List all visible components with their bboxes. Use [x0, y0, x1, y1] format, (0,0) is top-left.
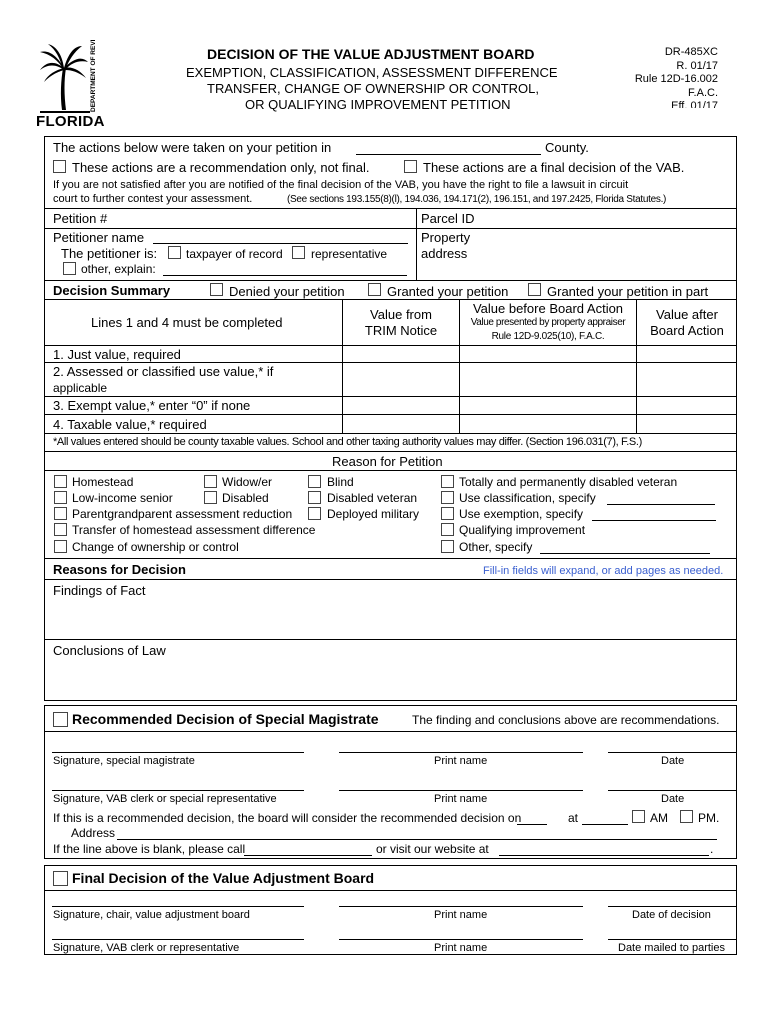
pm-checkbox[interactable] [680, 810, 693, 823]
chair-signature-line[interactable] [52, 906, 304, 907]
divider [44, 345, 737, 346]
reasons-for-decision-label: Reasons for Decision [53, 562, 186, 577]
petitioner-name-input[interactable] [153, 243, 408, 244]
am-label: AM [650, 811, 668, 825]
denied-checkbox[interactable] [210, 283, 223, 296]
granted-checkbox[interactable] [368, 283, 381, 296]
totally-disabled-veteran-checkbox[interactable] [441, 475, 454, 488]
use-classification-label: Use classification, specify [459, 491, 596, 505]
special-magistrate-print-caption: Print name [434, 755, 488, 767]
col-trim-line1: Value from [370, 307, 432, 322]
divider [44, 362, 737, 363]
col-trim-line2: TRIM Notice [364, 323, 438, 338]
petition-number-label: Petition # [53, 211, 108, 226]
totally-disabled-veteran-label: Totally and permanently disabled veteran [459, 475, 678, 489]
vab-clerk-date-caption: Date [661, 793, 685, 805]
hearing-date-input[interactable] [517, 824, 547, 825]
row-exempt-value: 3. Exempt value,* enter “0” if none [53, 398, 251, 413]
col-before-note2: Rule 12D-9.025(10), F.A.C. [491, 331, 605, 342]
divider [44, 890, 737, 891]
conclusions-of-law-label: Conclusions of Law [53, 643, 166, 658]
final-clerk-print-line[interactable] [339, 939, 583, 940]
county-input[interactable] [356, 154, 541, 155]
decision-date-line[interactable] [608, 906, 737, 907]
divider [44, 558, 737, 559]
decision-summary-label: Decision Summary [53, 283, 171, 298]
final-clerk-sig-caption: Signature, VAB clerk or representative [53, 942, 240, 954]
am-checkbox[interactable] [632, 810, 645, 823]
special-magistrate-signature-line[interactable] [52, 752, 304, 753]
logo-state-name: FLORIDA [36, 113, 105, 130]
special-magistrate-note: The finding and conclusions above are recommendations. [412, 713, 720, 727]
disabled-label: Disabled [222, 491, 269, 505]
granted-part-checkbox[interactable] [528, 283, 541, 296]
mailed-date-line[interactable] [608, 939, 737, 940]
blind-checkbox[interactable] [308, 475, 321, 488]
vab-clerk-print-line[interactable] [339, 790, 583, 791]
col-before-note1: Value presented by property appraiser [470, 317, 626, 328]
granted-part-label: Granted your petition in part [547, 284, 709, 299]
phone-input[interactable] [244, 855, 372, 856]
address-label: address [421, 246, 468, 261]
qualifying-improvement-checkbox[interactable] [441, 523, 454, 536]
transfer-homestead-checkbox[interactable] [54, 523, 67, 536]
recommended-decision-text: If this is a recommended decision, the board will consider the recommended decision on [53, 811, 522, 825]
other-checkbox[interactable] [63, 262, 76, 275]
transfer-homestead-label: Transfer of homestead assessment difference [72, 523, 316, 537]
pm-label: PM. [698, 811, 720, 825]
row-assessed-value: 2. Assessed or classified use value,* if [53, 364, 274, 379]
disabled-veteran-checkbox[interactable] [308, 491, 321, 504]
divider [44, 470, 737, 471]
divider [44, 414, 737, 415]
lawsuit-notice-1: If you are not satisfied after you are notified of the final decision of the VAB, you have the right to file a lawsuit in circuit [53, 179, 629, 191]
change-ownership-checkbox[interactable] [54, 540, 67, 553]
col-trim-header [343, 307, 459, 339]
representative-checkbox[interactable] [292, 246, 305, 259]
svg-text:DEPARTMENT OF REVENUE [90, 40, 97, 112]
col-after-line1: Value after [656, 307, 718, 322]
form-revision: R. 01/17 [676, 59, 718, 72]
homestead-checkbox[interactable] [54, 475, 67, 488]
form-subtitle-3: OR QUALIFYING IMPROVEMENT PETITION [245, 97, 511, 112]
final-decision-box-checkbox[interactable] [53, 871, 68, 886]
petitioner-is-label: The petitioner is: [61, 246, 158, 261]
special-magistrate-title: Recommended Decision of Special Magistrate [72, 711, 379, 727]
final-decision-title: Final Decision of the Value Adjustment Board [72, 870, 375, 886]
form-subtitle-1: EXEMPTION, CLASSIFICATION, ASSESSMENT DIFFERENCE [186, 65, 558, 80]
use-exemption-label: Use exemption, specify [459, 507, 584, 521]
final-decision-label: These actions are a final decision of the VAB. [423, 160, 685, 175]
divider [44, 639, 737, 640]
other-explain-input[interactable] [163, 275, 407, 276]
homestead-label: Homestead [72, 475, 134, 489]
vab-clerk-sig-caption: Signature, VAB clerk or special representative [53, 793, 277, 805]
taxpayer-label: taxpayer of record [186, 247, 283, 261]
use-exemption-checkbox[interactable] [441, 507, 454, 520]
form-effective: Eff. 01/17 [671, 100, 718, 108]
other-specify-label: Other, specify [459, 540, 533, 554]
blind-label: Blind [327, 475, 354, 489]
website-input[interactable] [499, 855, 709, 856]
granted-label: Granted your petition [387, 284, 509, 299]
col-before-header [460, 301, 636, 343]
widow-label: Widow/er [222, 475, 273, 489]
disabled-checkbox[interactable] [204, 491, 217, 504]
form-title: DECISION OF THE VALUE ADJUSTMENT BOARD [207, 46, 535, 62]
vab-clerk-date-line[interactable] [608, 790, 737, 791]
website-text: or visit our website at [376, 842, 489, 856]
form-rule: Rule 12D-16.002 [634, 73, 718, 85]
final-decision-checkbox[interactable] [404, 160, 417, 173]
lawsuit-statutes: (See sections 193.155(8)(l), 194.036, 194.171(2), 196.151, and 197.2425, Florida Statutes.) [287, 194, 667, 205]
use-classification-checkbox[interactable] [441, 491, 454, 504]
website-period: . [710, 842, 714, 856]
conclusions-of-law-field[interactable] [45, 660, 736, 700]
recommendation-label: These actions are a recommendation only, not final. [72, 160, 370, 175]
divider [44, 579, 737, 580]
reason-for-petition-label: Reason for Petition [332, 454, 443, 469]
denied-label: Denied your petition [229, 284, 345, 299]
special-magistrate-box [44, 705, 737, 859]
divider [44, 731, 737, 732]
blank-line-call-text: If the line above is blank, please call [53, 842, 246, 856]
decision-date-caption: Date of decision [632, 909, 711, 921]
vab-clerk-print-caption: Print name [434, 793, 488, 805]
deployed-military-label: Deployed military [327, 507, 420, 521]
values-footnote: *All values entered should be county taxable values. School and other taxing authority values may differ. (Section 196.031(7), F.S.) [53, 436, 642, 448]
disabled-veteran-label: Disabled veteran [327, 491, 418, 505]
col-after-header [637, 307, 737, 339]
fill-in-note: Fill-in fields will expand, or add pages as needed. [483, 565, 724, 577]
special-magistrate-print-line[interactable] [339, 752, 583, 753]
parcel-id-label: Parcel ID [421, 211, 475, 226]
dept-rotated-text: DEPARTMENT OF REVENUE [90, 40, 97, 112]
hearing-address-input[interactable] [117, 839, 717, 840]
chair-sig-caption: Signature, chair, value adjustment board [53, 909, 250, 921]
row-taxable-value: 4. Taxable value,* required [53, 417, 207, 432]
petitioner-name-label: Petitioner name [53, 230, 145, 245]
findings-of-fact-field[interactable] [45, 600, 736, 638]
taxpayer-checkbox[interactable] [168, 246, 181, 259]
other-specify-input[interactable] [540, 553, 710, 554]
qualifying-improvement-label: Qualifying improvement [459, 523, 586, 537]
col-before-line1: Value before Board Action [472, 301, 624, 316]
parent-grandparent-label: Parentgrandparent assessment reduction [72, 507, 293, 521]
lines-note: Lines 1 and 4 must be completed [91, 315, 283, 330]
divider [44, 280, 737, 281]
form-fac: F.A.C. [688, 86, 718, 99]
representative-label: representative [311, 247, 388, 261]
hearing-address-label: Address [71, 826, 116, 840]
chair-print-caption: Print name [434, 909, 488, 921]
divider [44, 299, 737, 300]
widow-checkbox[interactable] [204, 475, 217, 488]
at-label: at [568, 811, 579, 825]
row-just-value: 1. Just value, required [53, 347, 181, 362]
form-number: DR-485XC [664, 46, 718, 58]
county-suffix: County. [545, 140, 589, 155]
divider [44, 228, 737, 229]
recommendation-checkbox[interactable] [53, 160, 66, 173]
other-specify-checkbox[interactable] [441, 540, 454, 553]
vab-clerk-signature-line[interactable] [52, 790, 304, 791]
divider [44, 433, 737, 434]
final-clerk-print-caption: Print name [434, 942, 488, 954]
property-label: Property [421, 230, 471, 245]
findings-of-fact-label: Findings of Fact [53, 583, 146, 598]
col-after-line2: Board Action [650, 323, 724, 338]
special-magistrate-checkbox[interactable] [53, 712, 68, 727]
divider [416, 208, 417, 280]
form-number-block [620, 46, 718, 108]
lawsuit-notice-2: court to further contest your assessment. [53, 193, 253, 205]
row-assessed-applicable: applicable [53, 381, 108, 395]
low-income-checkbox[interactable] [54, 491, 67, 504]
change-ownership-label: Change of ownership or control [72, 540, 239, 554]
form-subtitle-2: TRANSFER, CHANGE OF OWNERSHIP OR CONTROL, [207, 81, 540, 96]
use-classification-input[interactable] [607, 504, 715, 505]
low-income-label: Low-income senior [72, 491, 173, 505]
chair-print-line[interactable] [339, 906, 583, 907]
divider [44, 451, 737, 452]
mailed-date-caption: Date mailed to parties [618, 942, 725, 954]
divider [44, 208, 737, 209]
divider [44, 396, 737, 397]
other-explain-label: other, explain: [81, 262, 156, 276]
special-magistrate-date-caption: Date [661, 755, 685, 767]
final-clerk-signature-line[interactable] [52, 939, 304, 940]
use-exemption-input[interactable] [592, 520, 716, 521]
special-magistrate-date-line[interactable] [608, 752, 737, 753]
deployed-military-checkbox[interactable] [308, 507, 321, 520]
special-magistrate-sig-caption: Signature, special magistrate [53, 755, 195, 767]
actions-intro: The actions below were taken on your petition in [53, 140, 332, 155]
parent-grandparent-checkbox[interactable] [54, 507, 67, 520]
hearing-time-input[interactable] [582, 824, 628, 825]
